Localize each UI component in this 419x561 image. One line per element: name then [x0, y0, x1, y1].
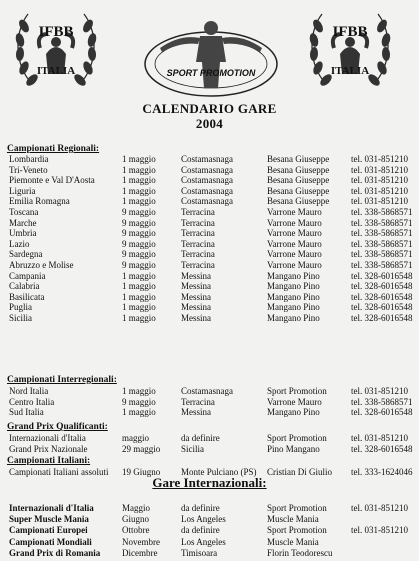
event-date: 1 maggio — [122, 386, 156, 396]
calendar-row — [0, 271, 419, 282]
international-row — [0, 514, 419, 525]
event-location: Terracina — [181, 217, 215, 228]
calendar-row — [0, 407, 419, 418]
event-phone: tel. 338-5868571 — [351, 396, 413, 407]
event-name: Internazionali d'Italia — [9, 433, 86, 443]
calendar-row — [0, 218, 419, 229]
event-location: Terracina — [181, 249, 215, 260]
section-heading: Campionati Regionali: — [7, 144, 100, 154]
event-organizer: Varrone Mauro — [267, 228, 322, 239]
event-organizer: Pino Mangano — [267, 443, 320, 454]
event-organizer: Varrone Mauro — [267, 260, 322, 270]
event-location: Monte Pulciano (PS) — [181, 467, 257, 477]
event-date: 9 maggio — [122, 249, 156, 260]
event-name: Puglia — [9, 302, 33, 313]
event-name: Tri-Veneto — [9, 164, 48, 175]
event-name: Nord Italia — [9, 386, 49, 396]
event-organizer: Sport Promotion — [267, 386, 327, 396]
event-organizer: Muscle Mania — [267, 536, 319, 547]
event-date: 1 maggio — [122, 154, 156, 164]
event-date: Ottobre — [122, 525, 150, 536]
international-row — [0, 548, 419, 559]
calendar-row — [0, 302, 419, 313]
event-location: Los Angeles — [181, 536, 226, 547]
event-date: Novembre — [122, 536, 160, 547]
event-organizer: Sport Promotion — [267, 525, 327, 536]
event-name: Emilia Romagna — [9, 196, 70, 207]
event-name: Marche — [9, 217, 37, 228]
calendar-row — [0, 239, 419, 250]
event-name: Grand Prix di Romania — [9, 547, 101, 558]
calendar-row — [0, 281, 419, 292]
event-name: Basilicata — [9, 291, 45, 302]
event-date: 9 maggio — [122, 207, 156, 217]
event-location: Messina — [181, 291, 211, 302]
event-name: Centro Italia — [9, 396, 55, 407]
calendar-row — [0, 292, 419, 303]
event-organizer: Cristian Di Giulio — [267, 467, 332, 477]
event-location: Costamasnaga — [181, 164, 233, 175]
event-phone: tel. 328-6016548 — [351, 443, 413, 454]
event-date: 9 maggio — [122, 228, 156, 239]
event-name: Internazionali d'Italia — [9, 503, 94, 513]
event-organizer: Sport Promotion — [267, 503, 327, 513]
event-name: Campania — [9, 270, 46, 281]
event-location: Messina — [181, 313, 211, 323]
event-location: da definire — [181, 503, 220, 513]
calendar-row — [0, 433, 419, 444]
event-location: Costamasnaga — [181, 175, 233, 186]
event-location: Costamasnaga — [181, 185, 233, 196]
event-date: 19 Giugno — [122, 467, 161, 477]
international-row — [0, 525, 419, 536]
logo-right-top-text: IFBB — [332, 24, 368, 40]
document-title: CALENDARIO GARE — [142, 101, 277, 116]
event-organizer: Mangano Pino — [267, 291, 320, 302]
event-phone: tel. 328-6016548 — [351, 302, 413, 313]
event-location: Terracina — [181, 238, 215, 249]
event-organizer: Sport Promotion — [267, 433, 327, 443]
event-organizer: Varrone Mauro — [267, 207, 322, 217]
calendar-row — [0, 249, 419, 260]
event-organizer: Besana Giuseppe — [267, 164, 330, 175]
event-date: 1 maggio — [122, 407, 156, 418]
international-row — [0, 503, 419, 514]
section-heading: Grand Prix Qualificanti: — [7, 422, 108, 432]
event-phone: tel. 031-851210 — [351, 503, 408, 513]
event-name: Super Muscle Mania — [9, 514, 89, 525]
event-date: maggio — [122, 433, 149, 443]
event-date: 1 maggio — [122, 270, 156, 281]
event-date: 1 maggio — [122, 291, 156, 302]
event-name: Calabria — [9, 281, 40, 292]
event-organizer: Besana Giuseppe — [267, 185, 330, 196]
event-phone: tel. 328-6016548 — [351, 270, 413, 281]
event-phone: tel. 031-851210 — [351, 185, 408, 196]
calendar-row — [0, 444, 419, 455]
event-location: Costamasnaga — [181, 386, 233, 396]
event-phone: tel. 031-851210 — [351, 154, 408, 164]
event-organizer: Florin Teodorescu — [267, 547, 333, 558]
event-date: 9 maggio — [122, 396, 156, 407]
event-location: Messina — [181, 281, 211, 292]
logo-left-bottom-text: ITALIA — [36, 65, 76, 77]
event-organizer: Mangano Pino — [267, 313, 320, 323]
event-location: Terracina — [181, 207, 215, 217]
event-phone: tel. 333-1624046 — [351, 467, 413, 477]
event-date: 1 maggio — [122, 164, 156, 175]
event-organizer: Besana Giuseppe — [267, 196, 330, 207]
event-location: Timisoara — [181, 547, 218, 558]
event-date: 29 maggio — [122, 443, 161, 454]
event-organizer: Mangano Pino — [267, 281, 320, 292]
event-location: da definire — [181, 433, 220, 443]
event-name: Liguria — [9, 185, 36, 196]
calendar-row — [0, 386, 419, 397]
event-phone: tel. 031-851210 — [351, 164, 408, 175]
event-phone: tel. 338-5868571 — [351, 217, 413, 228]
event-date: 1 maggio — [122, 175, 156, 186]
event-name: Sardegna — [9, 249, 43, 260]
event-phone: tel. 338-5868571 — [351, 249, 413, 260]
event-organizer: Muscle Mania — [267, 514, 319, 525]
event-date: 9 maggio — [122, 217, 156, 228]
event-organizer: Varrone Mauro — [267, 249, 322, 260]
section-heading: Campionati Italiani: — [7, 456, 91, 466]
event-organizer: Besana Giuseppe — [267, 175, 330, 186]
event-phone: tel. 338-5868571 — [351, 228, 413, 239]
event-name: Campionati Italiani assoluti — [9, 467, 109, 477]
event-phone: tel. 031-851210 — [351, 196, 408, 207]
international-row — [0, 537, 419, 548]
event-name: Piemonte e Val D'Aosta — [9, 175, 95, 186]
event-name: Lazio — [9, 238, 30, 249]
event-organizer: Varrone Mauro — [267, 217, 322, 228]
event-location: Messina — [181, 270, 211, 281]
event-organizer: Besana Giuseppe — [267, 154, 330, 164]
event-location: Costamasnaga — [181, 154, 233, 164]
event-location: Los Angeles — [181, 514, 226, 525]
event-phone: tel. 328-6016548 — [351, 291, 413, 302]
calendar-row — [0, 186, 419, 197]
event-date: Dicembre — [122, 547, 158, 558]
event-date: Giugno — [122, 514, 149, 525]
calendar-row — [0, 207, 419, 218]
event-date: 1 maggio — [122, 302, 156, 313]
event-name: Umbria — [9, 228, 37, 239]
event-name: Sud Italia — [9, 407, 44, 418]
event-name: Toscana — [9, 207, 39, 217]
event-organizer: Mangano Pino — [267, 270, 320, 281]
event-name: Abruzzo e Molise — [9, 260, 74, 270]
event-location: Terracina — [181, 396, 215, 407]
event-organizer: Mangano Pino — [267, 407, 320, 418]
event-phone: tel. 338-5868571 — [351, 207, 413, 217]
event-phone: tel. 338-5868571 — [351, 260, 413, 270]
calendar-row — [0, 175, 419, 186]
event-location: Costamasnaga — [181, 196, 233, 207]
document-year: 2004 — [195, 116, 224, 131]
event-date: 1 maggio — [122, 313, 156, 323]
event-location: Terracina — [181, 260, 215, 270]
event-date: Maggio — [122, 503, 150, 513]
event-organizer: Varrone Mauro — [267, 396, 322, 407]
logo-right-bottom-text: ITALIA — [330, 65, 370, 77]
event-date: 1 maggio — [122, 196, 156, 207]
event-date: 1 maggio — [122, 281, 156, 292]
calendar-row — [0, 260, 419, 271]
calendar-row — [0, 228, 419, 239]
event-location: da definire — [181, 525, 220, 536]
calendar-row — [0, 154, 419, 165]
event-phone: tel. 338-5868571 — [351, 238, 413, 249]
sport-promotion-logo — [140, 18, 282, 100]
ifbb-italia-logo-left — [10, 2, 102, 100]
event-name: Sicilia — [9, 313, 32, 323]
event-name: Campionati Mondiali — [9, 536, 92, 547]
event-location: Messina — [181, 407, 211, 418]
section-heading: Campionati Interregionali: — [7, 375, 117, 385]
event-organizer: Varrone Mauro — [267, 238, 322, 249]
international-heading: Gare Internazionali: — [152, 475, 267, 490]
ifbb-italia-logo-right — [304, 2, 396, 100]
event-name: Campionati Europei — [9, 525, 88, 536]
logo-left-top-text: IFBB — [38, 24, 74, 40]
event-phone: tel. 328-6016548 — [351, 281, 413, 292]
event-phone: tel. 031-851210 — [351, 433, 408, 443]
calendar-row — [0, 313, 419, 324]
event-name: Grand Prix Nazionale — [9, 443, 88, 454]
event-phone: tel. 031-851210 — [351, 175, 408, 186]
event-location: Messina — [181, 302, 211, 313]
calendar-row — [0, 397, 419, 408]
event-date: 1 maggio — [122, 185, 156, 196]
event-date: 9 maggio — [122, 260, 156, 270]
sport-promotion-text: SPORT PROMOTION — [166, 68, 256, 78]
event-date: 9 maggio — [122, 238, 156, 249]
calendar-row — [0, 196, 419, 207]
event-phone: tel. 031-851210 — [351, 525, 408, 536]
event-organizer: Mangano Pino — [267, 302, 320, 313]
event-name: Lombardia — [9, 154, 49, 164]
event-phone: tel. 328-6016548 — [351, 313, 413, 323]
event-phone: tel. 328-6016548 — [351, 407, 413, 418]
calendar-row — [0, 165, 419, 176]
event-location: Sicilia — [181, 443, 204, 454]
event-phone: tel. 031-851210 — [351, 386, 408, 396]
event-location: Terracina — [181, 228, 215, 239]
